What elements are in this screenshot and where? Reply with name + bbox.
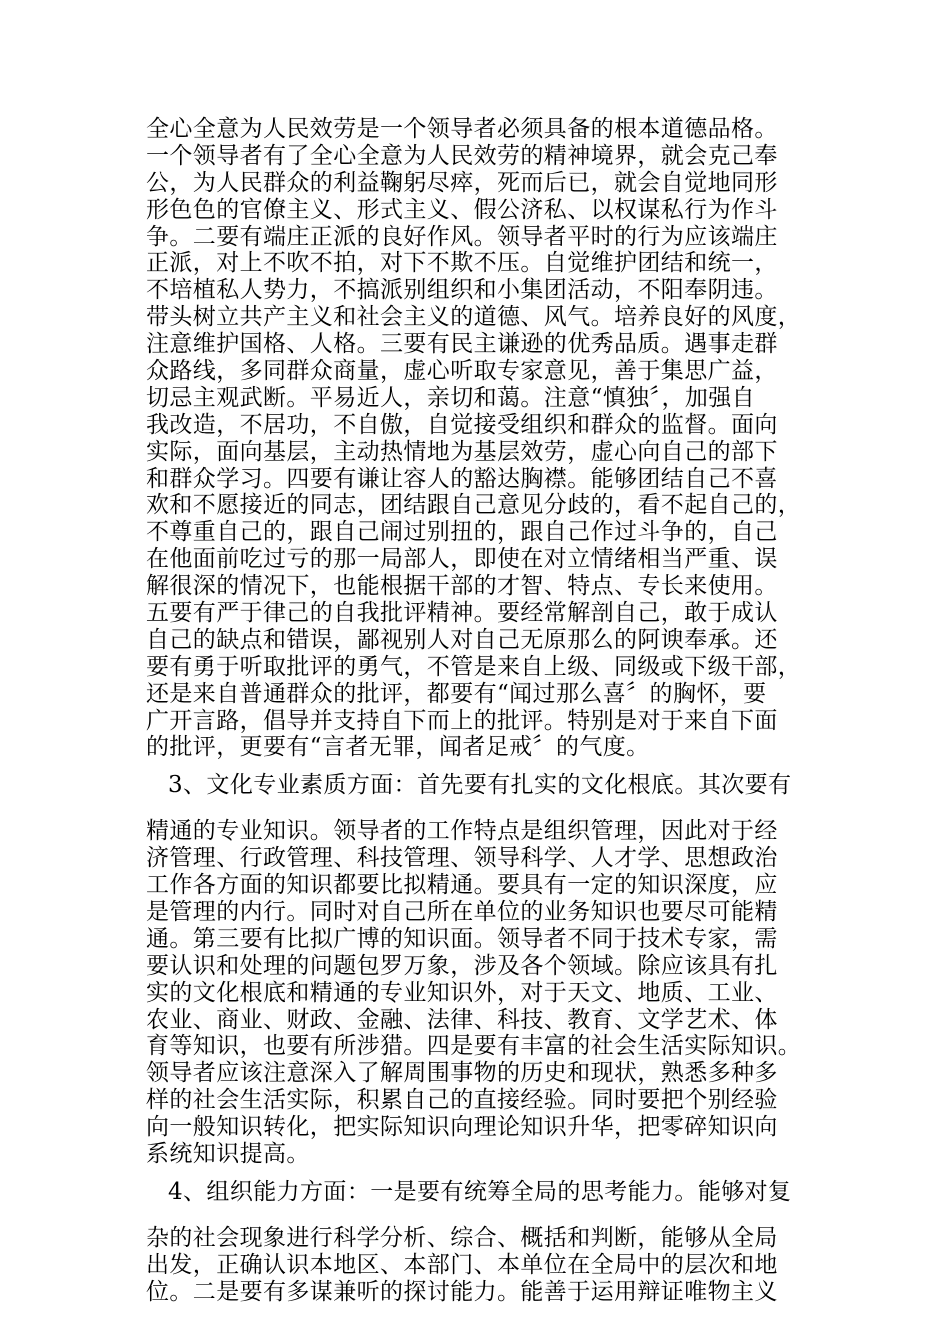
text-line: 众路线，多同群众商量，虚心听取专家意见，善于集思广益， <box>146 358 778 385</box>
text-line: 济管理、行政管理、科技管理、领导科学、人才学、思想政治 <box>146 845 778 872</box>
text-line: 我改造，不居功，不自傲，自觉接受组织和群众的监督。面向 <box>146 411 778 438</box>
text-line: 是管理的内行。同时对自己所在单位的业务知识也要尽可能精 <box>146 898 778 925</box>
text-line: 通。第三要有比拟广博的知识面。领导者不同于技术专家，需 <box>146 925 778 952</box>
text-line: 出发，正确认识本地区、本部门、本单位在全局中的层次和地 <box>146 1251 778 1278</box>
text-line: 要认识和处理的问题包罗万象，涉及各个领域。除应该具有扎 <box>146 952 778 979</box>
text-line: 全心全意为人民效劳是一个领导者必须具备的根本道德品格。 <box>146 116 778 142</box>
text-line: 杂的社会现象进行科学分析、综合、概括和判断，能够从全局 <box>146 1224 778 1251</box>
section-heading-cultural-quality: 3、文化专业素质方面：首先要有扎实的文化根底。其次要有 <box>168 772 792 799</box>
text-line: 欢和不愿接近的同志，团结跟自己意见分歧的，看不起自己的， <box>146 492 802 519</box>
text-line: 农业、商业、财政、金融、法律、科技、教育、文学艺术、体 <box>146 1006 778 1033</box>
document-page <box>146 116 826 1305</box>
text-line: 切忌主观武断。平易近人，亲切和蔼。注意“慎独〞，加强自 <box>146 384 756 411</box>
text-line: 解很深的情况下，也能根据干部的才智、特点、专长来使用。 <box>146 573 778 600</box>
text-line: 广开言路，倡导并支持自下而上的批评。特别是对于来自下面 <box>146 707 778 734</box>
text-line: 争。二要有端庄正派的良好作风。领导者平时的行为应该端庄 <box>146 223 778 250</box>
text-line: 一个领导者有了全心全意为人民效劳的精神境界，就会克己奉 <box>146 142 778 169</box>
text-line: 五要有严于律己的自我批评精神。要经常解剖自己，敢于成认 <box>146 600 778 627</box>
text-line: 工作各方面的知识都要比拟精通。要具有一定的知识深度，应 <box>146 872 778 899</box>
text-line: 带头树立共产主义和社会主义的道德、风气。培养良好的风度， <box>146 304 802 331</box>
paragraph-cultural-quality <box>146 818 826 1168</box>
text-line: 精通的专业知识。领导者的工作特点是组织管理，因此对于经 <box>146 818 778 845</box>
paragraph-moral-character <box>146 116 826 761</box>
text-line: 要有勇于听取批评的勇气，不管是来自上级、同级或下级干部， <box>146 653 802 680</box>
text-line: 和群众学习。四要有谦让容人的豁达胸襟。能够团结自己不喜 <box>146 465 778 492</box>
text-line: 样的社会生活实际，积累自己的直接经验。同时要把个别经验 <box>146 1087 778 1114</box>
text-line: 向一般知识转化，把实际知识向理论知识升华，把零碎知识向 <box>146 1114 778 1141</box>
text-line: 在他面前吃过亏的那一局部人，即使在对立情绪相当严重、误 <box>146 546 778 573</box>
text-line: 实的文化根底和精通的专业知识外，对于天文、地质、工业、 <box>146 979 778 1006</box>
text-line: 不培植私人势力，不搞派别组织和小集团活动，不阳奉阴违。 <box>146 277 778 304</box>
paragraph-organizational-ability <box>146 1225 826 1306</box>
text-line: 注意维护国格、人格。三要有民主谦逊的优秀品质。遇事走群 <box>146 331 778 358</box>
text-line: 的批评，更要有“言者无罪，闻者足戒〞的气度。 <box>146 734 650 761</box>
text-line: 位。二是要有多谋兼听的探讨能力。能善于运用辩证唯物主义 <box>146 1278 778 1305</box>
text-line: 公，为人民群众的利益鞠躬尽瘁，死而后已，就会自觉地同形 <box>146 169 778 196</box>
text-line: 还是来自普通群众的批评，都要有“闻过那么喜〞的胸怀，要 <box>146 680 767 707</box>
section-heading-organizational-ability: 4、组织能力方面：一是要有统筹全局的思考能力。能够对复 <box>168 1178 792 1205</box>
text-line: 正派，对上不吹不拍，对下不欺不压。自觉维护团结和统一， <box>146 250 778 277</box>
text-line: 形色色的官僚主义、形式主义、假公济私、以权谋私行为作斗 <box>146 196 778 223</box>
text-line: 自己的缺点和错误，鄙视别人对自己无原那么的阿谀奉承。还 <box>146 626 778 653</box>
text-line: 育等知识，也要有所涉猎。四是要有丰富的社会生活实际知识。 <box>146 1033 802 1060</box>
text-line: 领导者应该注意深入了解周围事物的历史和现状，熟悉多种多 <box>146 1060 778 1087</box>
text-line: 系统知识提高。 <box>146 1140 310 1167</box>
text-line: 不尊重自己的，跟自己闹过别扭的，跟自己作过斗争的，自己 <box>146 519 778 546</box>
text-line: 实际，面向基层，主动热情地为基层效劳，虚心向自己的部下 <box>146 438 778 465</box>
